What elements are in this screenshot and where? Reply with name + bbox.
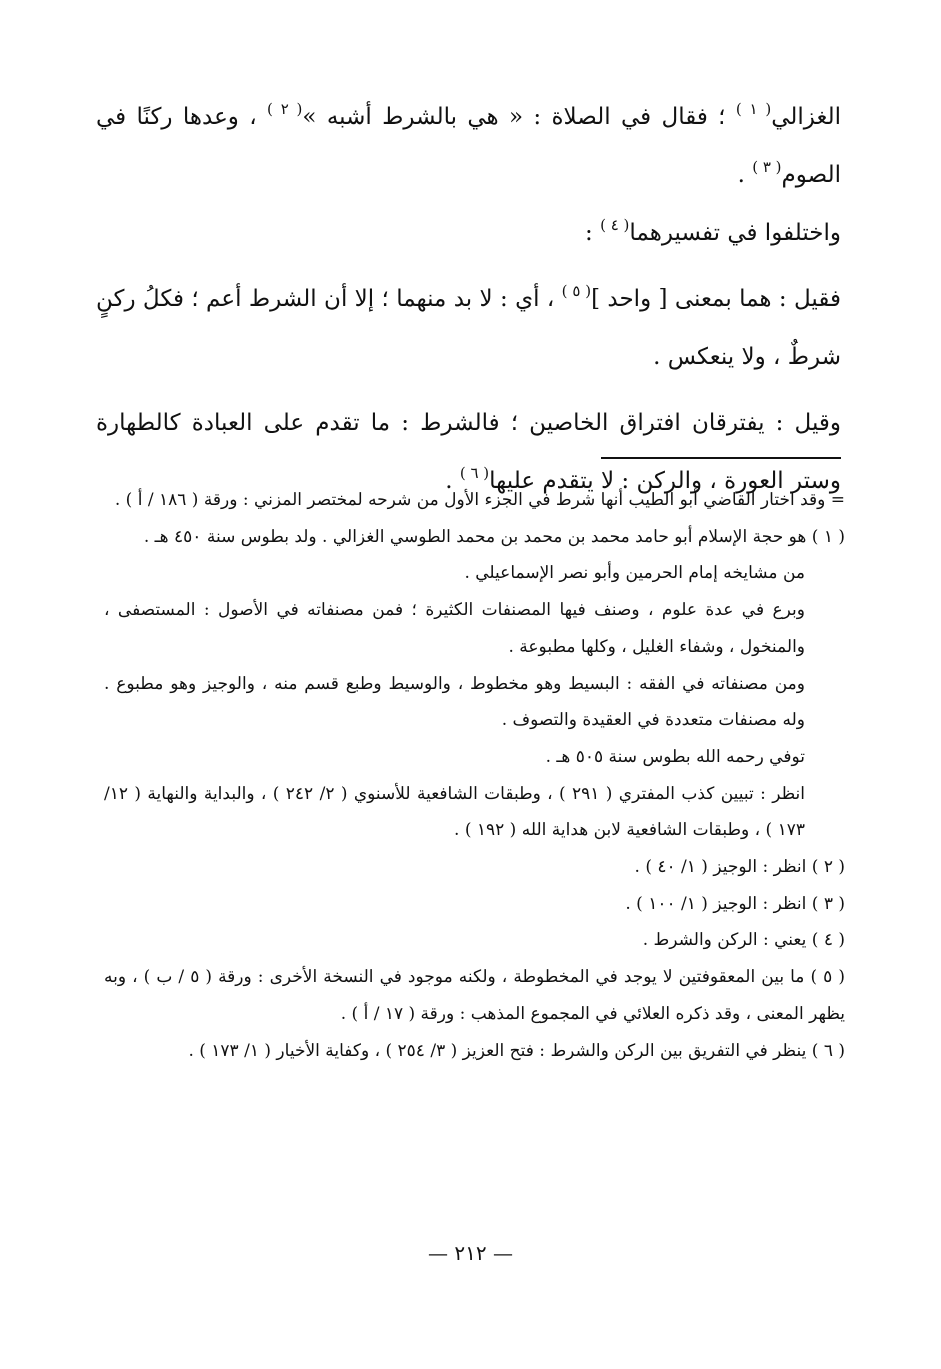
footnote-ref-3: ( ٣ ) [752,158,782,176]
footnote-ref-5: ( ٥ ) [561,282,592,300]
footnote-4: ( ٤ ) يعني : الركن والشرط . [642,930,845,951]
text-run: ، وعدها ركنًا في الصوم [96,104,841,188]
footnote-ref-2: ( ٢ ) [267,100,303,118]
footnote-ref-6: ( ٦ ) [459,464,490,482]
footnote-1-text: ومن مصنفاته في الفقه : البسيط وهو مخطوط ، والوسيط وطبع قسم منه ، والوجيز وهو مطبوع . وله مصنفات متعددة في العقيدة والتصوف . [104,673,805,731]
footnote-1-text: وبرع في عدة علوم ، وصنف فيها المصنفات الكثيرة ؛ فمن مصنفاته في الأصول : المستصفى ، والمنخول ، وشفاء الغليل ، وكلها مطبوعة . [104,600,805,657]
text-run: ، أي : لا بد منهما ؛ إلا أن الشرط أعم ؛ فكلُ ركنٍ شرطٌ ، ولا ينعكس . [96,286,841,370]
footnote-5: ( ٥ ) ما بين المعقوفتين لا يوجد في المخطوطة ، ولكنه موجود في النسخة الأخرى : ورقة ( ٥ / ب ) ، وبه يظهر المعنى ، وقد ذكره العلائي في المجموع المذهب : ورقة ( ١٧ / أ ) . [104,967,845,1024]
footnote-ref-1: ( ١ ) [735,100,772,118]
footnotes [104,482,845,1069]
footnote-3: ( ٣ ) انظر : الوجيز ( ١/ ١٠٠ ) . [625,893,845,914]
footnote-1-text: توفي رحمه الله بطوس سنة ٥٠٥ هـ . [545,746,805,767]
footnote-separator [601,457,841,459]
paragraph-2 [96,270,841,386]
text-run: الغزالي [771,104,841,130]
footnote-2: ( ٢ ) انظر : الوجيز ( ١/ ٤٠ ) . [634,857,845,878]
footnote-1: ( ١ ) هو حجة الإسلام أبو حامد محمد بن محمد بن محمد الطوسي الغزالي . ولد بطوس سنة ٤٥٠ هـ . [143,526,845,547]
page-number: — ٢١٢ — [428,1241,513,1265]
text-run: : [585,220,601,246]
footnote-continued: = وقد اختار القاضي أبو الطيب أنها شرط في الجزء الأول من شرحه لمختصر المزني : ورقة ( ١٨٦ / أ ) . [114,490,845,510]
paragraph-1 [96,88,841,262]
footnote-6: ( ٦ ) ينظر في التفريق بين الركن والشرط : فتح العزيز ( ٣/ ٢٥٤ ) ، وكفاية الأخيار ( ١/ ١٧٣ ) . [188,1040,845,1061]
text-run: وقيل : يفترقان افتراق الخاصين ؛ فالشرط : ما تقدم على العبادة كالطهارة وستر العورة ، والركن : لا يتقدم عليها [96,410,841,494]
footnote-ref-4: ( ٤ ) [600,216,630,234]
text-run: . [737,162,753,188]
text-run: فقيل : هما بمعنى [ واحد ] [591,286,841,312]
footnote-1-text: انظر : تبيين كذب المفتري ( ٢٩١ ) ، وطبقات الشافعية للأسنوي ( ٢/ ٢٤٢ ) ، والبداية والنهاية ( ١٢/ ١٧٣ ) ، وطبقات الشافعية لابن هداية الله ( ١٩٢ ) . [104,783,806,841]
text-run: واختلفوا في تفسيرهما [629,220,841,246]
text-run: . [445,468,460,494]
text-run: ؛ فقال في الصلاة : « هي بالشرط أشبه » [302,104,736,130]
footnote-1-text: من مشايخه إمام الحرمين وأبو نصر الإسماعيلي . [464,563,805,584]
main-text [96,88,841,510]
